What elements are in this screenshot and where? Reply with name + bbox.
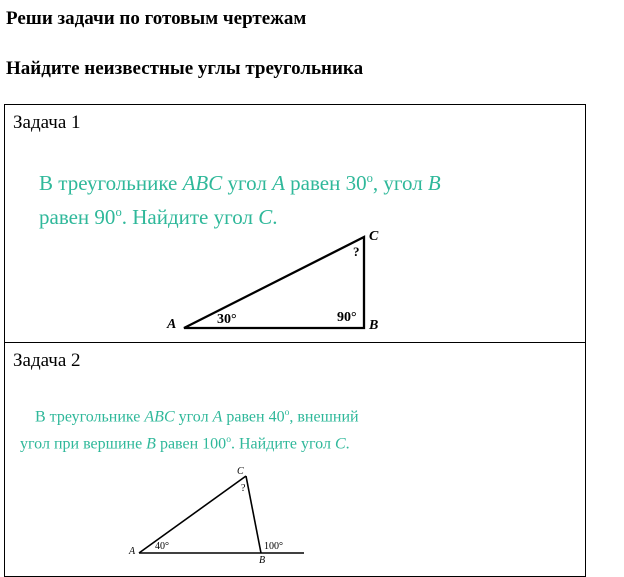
vertex-name: C [258,205,273,229]
angle-a-label: 40° [155,541,169,552]
vertex-name: B [427,171,441,195]
text-fragment: . Найдите угол [121,205,259,229]
vertex-name: A [212,408,223,426]
task-1-triangle-figure [5,105,587,342]
side-cb [246,476,261,553]
task-1-cell [5,105,586,343]
angle-a-label: 30° [217,312,237,327]
text-fragment: , внешний [289,408,359,426]
text-fragment: . [345,435,350,453]
triangle-name: ABC [144,408,175,426]
task-2-cell [5,343,586,577]
vertex-c-label: C [369,229,379,244]
text-fragment: равен 100 [155,435,227,453]
text-fragment: угол [174,408,213,426]
vertex-b-label: B [369,318,379,333]
vertex-b-label: B [259,555,266,566]
text-fragment: . [272,205,278,229]
text-fragment: равен 30 [284,171,367,195]
vertex-name: B [146,435,156,453]
text-fragment: равен 90 [39,205,116,229]
task-2-triangle-figure [5,343,587,576]
text-fragment: В треугольнике [39,171,183,195]
text-fragment: угол при вершине [20,435,147,453]
text-fragment: равен 40 [222,408,285,426]
angle-c-label: ? [353,244,360,259]
vertex-c-label: C [237,466,244,477]
vertex-name: C [334,435,346,453]
tasks-table [4,104,586,577]
degree-sign: о [226,434,231,446]
task-1-label: Задача 1 [13,112,81,133]
vertex-a-label: A [167,317,177,332]
vertex-a-label: A [129,546,136,557]
task-2-label: Задача 2 [13,350,81,371]
degree-sign: о [115,205,122,219]
exterior-angle-b-label: 100° [264,541,283,552]
triangle-name: ABC [182,171,223,195]
task-1-row [5,105,586,343]
angle-c-label: ? [241,483,246,494]
page-subtitle: Найдите неизвестные углы треугольника [6,58,364,79]
text-fragment: угол [222,171,273,195]
degree-sign: о [366,171,373,185]
vertex-name: A [272,171,285,195]
text-fragment: , угол [372,171,428,195]
page-title: Реши задачи по готовым чертежам [6,8,307,29]
angle-b-label: 90° [337,310,357,325]
degree-sign: о [284,407,290,418]
text-fragment: В треугольнике [35,408,145,426]
text-fragment: . Найдите угол [230,435,335,453]
task-2-row [5,343,586,577]
